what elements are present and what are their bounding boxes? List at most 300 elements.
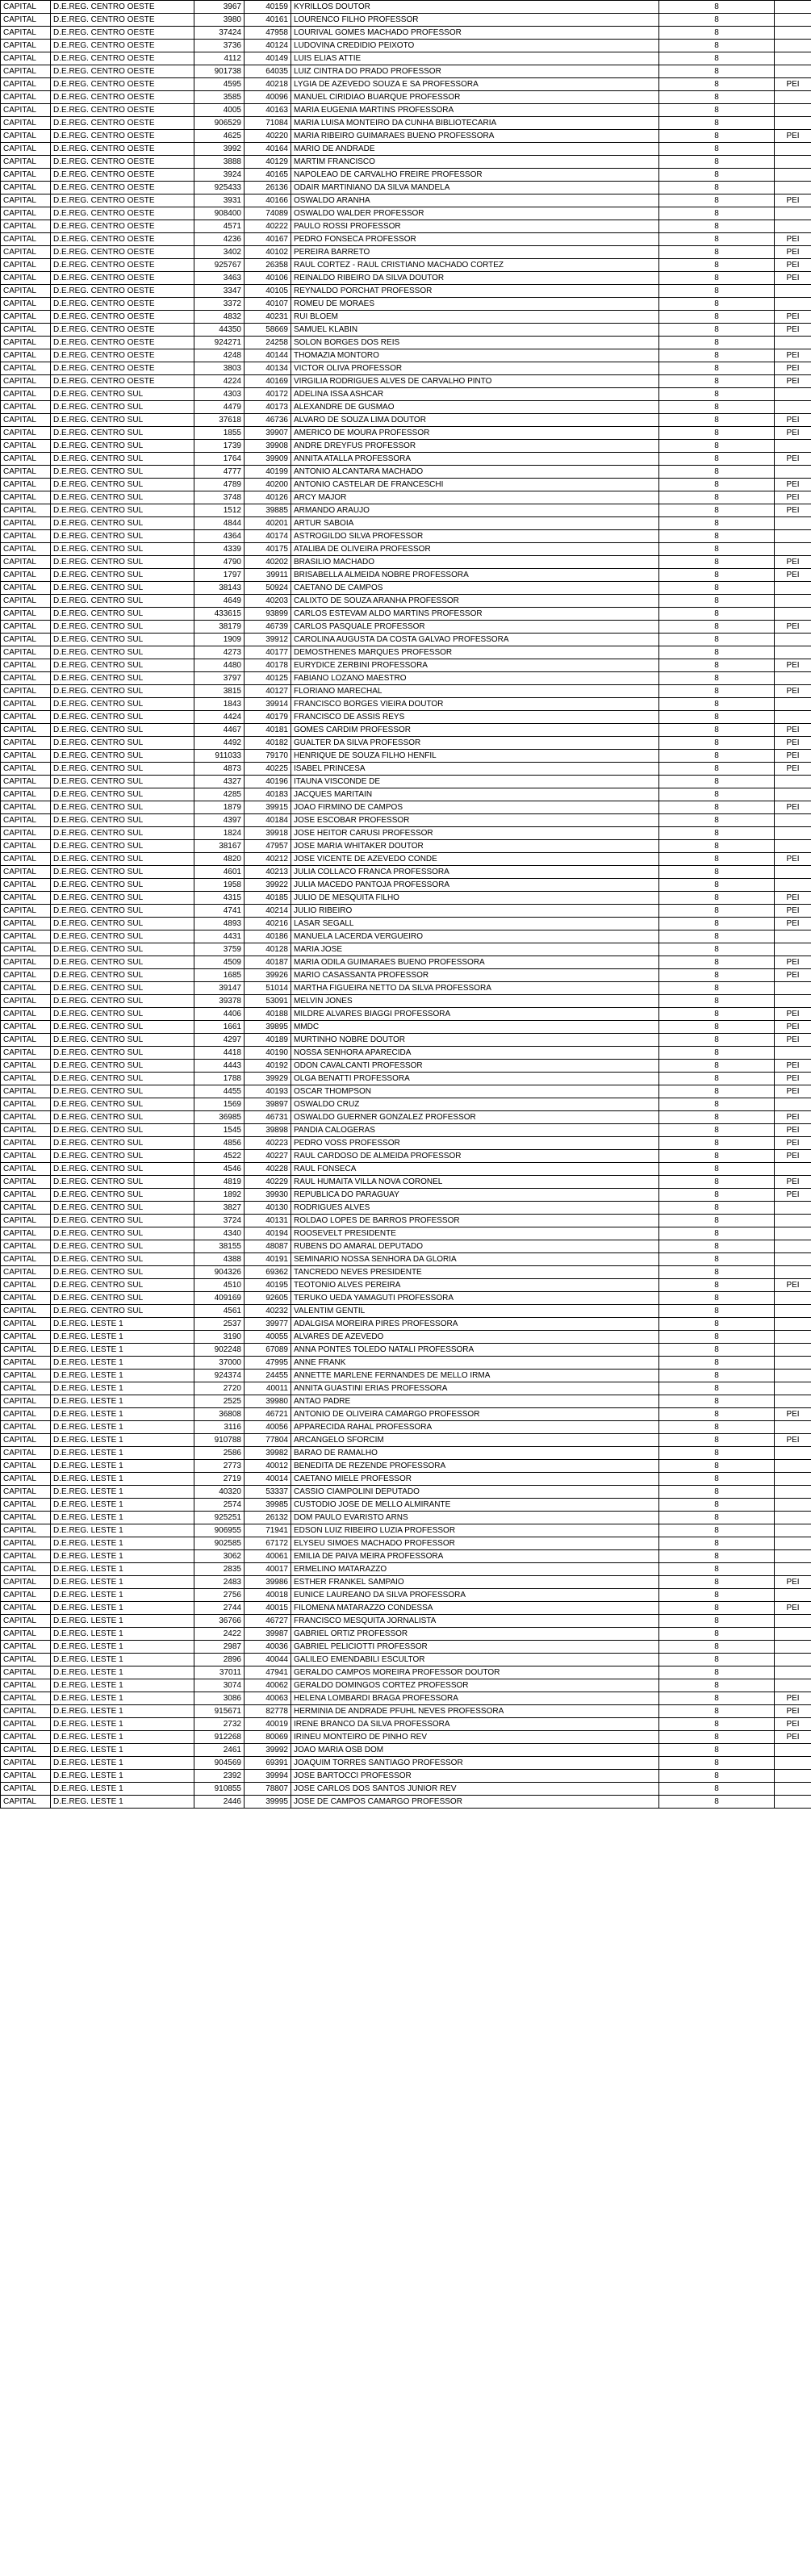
pei-cell: PEI xyxy=(775,1085,811,1098)
pei-cell xyxy=(775,1370,811,1382)
pei-cell xyxy=(775,14,811,27)
region-cell: CAPITAL xyxy=(1,78,51,91)
region-cell: CAPITAL xyxy=(1,892,51,905)
diretoria-cell: D.E.REG. CENTRO SUL xyxy=(51,646,194,659)
diretoria-cell: D.E.REG. CENTRO SUL xyxy=(51,930,194,943)
pei-cell: PEI xyxy=(775,969,811,982)
unit-code-cell: 39985 xyxy=(245,1499,291,1512)
region-cell: CAPITAL xyxy=(1,1434,51,1447)
school-code-cell: 3888 xyxy=(194,156,245,169)
grade-cell: 8 xyxy=(659,1318,775,1331)
unit-code-cell: 39897 xyxy=(245,1098,291,1111)
school-code-cell: 3980 xyxy=(194,14,245,27)
school-name-cell: CAETANO DE CAMPOS xyxy=(291,582,659,595)
unit-code-cell: 26358 xyxy=(245,259,291,272)
school-name-cell: ARCY MAJOR xyxy=(291,491,659,504)
pei-cell xyxy=(775,1550,811,1563)
grade-cell: 8 xyxy=(659,1060,775,1073)
table-row xyxy=(1,1512,811,1524)
pei-cell xyxy=(775,143,811,156)
unit-code-cell: 40192 xyxy=(245,1060,291,1073)
unit-code-cell: 40105 xyxy=(245,285,291,298)
school-name-cell: PEDRO VOSS PROFESSOR xyxy=(291,1137,659,1150)
school-code-cell: 2732 xyxy=(194,1718,245,1731)
grade-cell: 8 xyxy=(659,1163,775,1176)
school-name-cell: MARTHA FIGUEIRA NETTO DA SILVA PROFESSORA xyxy=(291,982,659,995)
region-cell: CAPITAL xyxy=(1,595,51,608)
pei-cell xyxy=(775,1421,811,1434)
school-code-cell: 44350 xyxy=(194,324,245,337)
diretoria-cell: D.E.REG. LESTE 1 xyxy=(51,1537,194,1550)
pei-cell: PEI xyxy=(775,1279,811,1292)
table-row xyxy=(1,1047,811,1060)
region-cell: CAPITAL xyxy=(1,65,51,78)
pei-cell xyxy=(775,1757,811,1770)
school-name-cell: RAUL HUMAITA VILLA NOVA CORONEL xyxy=(291,1176,659,1189)
unit-code-cell: 39929 xyxy=(245,1073,291,1085)
school-code-cell: 3463 xyxy=(194,272,245,285)
diretoria-cell: D.E.REG. LESTE 1 xyxy=(51,1641,194,1654)
region-cell: CAPITAL xyxy=(1,1654,51,1666)
school-name-cell: ADELINA ISSA ASHCAR xyxy=(291,388,659,401)
region-cell: CAPITAL xyxy=(1,1227,51,1240)
pei-cell: PEI xyxy=(775,349,811,362)
school-code-cell: 925251 xyxy=(194,1512,245,1524)
school-code-cell: 3924 xyxy=(194,169,245,182)
pei-cell xyxy=(775,1215,811,1227)
diretoria-cell: D.E.REG. LESTE 1 xyxy=(51,1318,194,1331)
region-cell: CAPITAL xyxy=(1,930,51,943)
diretoria-cell: D.E.REG. CENTRO OESTE xyxy=(51,156,194,169)
school-name-cell: LOURIVAL GOMES MACHADO PROFESSOR xyxy=(291,27,659,40)
school-code-cell: 39147 xyxy=(194,982,245,995)
unit-code-cell: 64035 xyxy=(245,65,291,78)
unit-code-cell: 67089 xyxy=(245,1344,291,1357)
unit-code-cell: 40181 xyxy=(245,724,291,737)
table-row xyxy=(1,285,811,298)
diretoria-cell: D.E.REG. CENTRO SUL xyxy=(51,776,194,788)
unit-code-cell: 39918 xyxy=(245,827,291,840)
pei-cell xyxy=(775,1615,811,1628)
region-cell: CAPITAL xyxy=(1,130,51,143)
school-code-cell: 3402 xyxy=(194,246,245,259)
region-cell: CAPITAL xyxy=(1,853,51,866)
diretoria-cell: D.E.REG. CENTRO SUL xyxy=(51,1266,194,1279)
table-row xyxy=(1,375,811,388)
unit-code-cell: 40044 xyxy=(245,1654,291,1666)
pei-cell xyxy=(775,827,811,840)
school-code-cell: 906529 xyxy=(194,117,245,130)
unit-code-cell: 40128 xyxy=(245,943,291,956)
table-row xyxy=(1,892,811,905)
pei-cell xyxy=(775,1473,811,1486)
table-row xyxy=(1,1757,811,1770)
grade-cell: 8 xyxy=(659,14,775,27)
region-cell: CAPITAL xyxy=(1,788,51,801)
school-code-cell: 924374 xyxy=(194,1370,245,1382)
region-cell: CAPITAL xyxy=(1,1692,51,1705)
pei-cell xyxy=(775,582,811,595)
region-cell: CAPITAL xyxy=(1,556,51,569)
unit-code-cell: 69362 xyxy=(245,1266,291,1279)
unit-code-cell: 39994 xyxy=(245,1770,291,1783)
unit-code-cell: 46727 xyxy=(245,1615,291,1628)
pei-cell xyxy=(775,1589,811,1602)
region-cell: CAPITAL xyxy=(1,1,51,14)
diretoria-cell: D.E.REG. CENTRO SUL xyxy=(51,634,194,646)
school-name-cell: JULIO DE MESQUITA FILHO xyxy=(291,892,659,905)
unit-code-cell: 40213 xyxy=(245,866,291,879)
table-row xyxy=(1,324,811,337)
diretoria-cell: D.E.REG. CENTRO SUL xyxy=(51,479,194,491)
region-cell: CAPITAL xyxy=(1,995,51,1008)
grade-cell: 8 xyxy=(659,337,775,349)
pei-cell xyxy=(775,117,811,130)
pei-cell xyxy=(775,943,811,956)
region-cell: CAPITAL xyxy=(1,517,51,530)
school-name-cell: GABRIEL PELICIOTTI PROFESSOR xyxy=(291,1641,659,1654)
pei-cell: PEI xyxy=(775,737,811,750)
diretoria-cell: D.E.REG. CENTRO OESTE xyxy=(51,91,194,104)
pei-cell: PEI xyxy=(775,324,811,337)
unit-code-cell: 39909 xyxy=(245,453,291,466)
diretoria-cell: D.E.REG. CENTRO SUL xyxy=(51,1163,194,1176)
region-cell: CAPITAL xyxy=(1,1240,51,1253)
region-cell: CAPITAL xyxy=(1,401,51,414)
region-cell: CAPITAL xyxy=(1,388,51,401)
school-name-cell: RAUL CORTEZ - RAUL CRISTIANO MACHADO CORTEZ xyxy=(291,259,659,272)
diretoria-cell: D.E.REG. CENTRO OESTE xyxy=(51,207,194,220)
table-row xyxy=(1,169,811,182)
diretoria-cell: D.E.REG. CENTRO SUL xyxy=(51,1176,194,1189)
diretoria-cell: D.E.REG. CENTRO SUL xyxy=(51,659,194,672)
school-name-cell: FRANCISCO BORGES VIEIRA DOUTOR xyxy=(291,698,659,711)
diretoria-cell: D.E.REG. LESTE 1 xyxy=(51,1486,194,1499)
region-cell: CAPITAL xyxy=(1,711,51,724)
grade-cell: 8 xyxy=(659,569,775,582)
diretoria-cell: D.E.REG. LESTE 1 xyxy=(51,1718,194,1731)
region-cell: CAPITAL xyxy=(1,1047,51,1060)
unit-code-cell: 40036 xyxy=(245,1641,291,1654)
diretoria-cell: D.E.REG. CENTRO OESTE xyxy=(51,14,194,27)
grade-cell: 8 xyxy=(659,1486,775,1499)
school-name-cell: LOURENCO FILHO PROFESSOR xyxy=(291,14,659,27)
school-code-cell: 1788 xyxy=(194,1073,245,1085)
region-cell: CAPITAL xyxy=(1,156,51,169)
table-row xyxy=(1,543,811,556)
region-cell: CAPITAL xyxy=(1,1021,51,1034)
pei-cell xyxy=(775,337,811,349)
pei-cell: PEI xyxy=(775,569,811,582)
grade-cell: 8 xyxy=(659,1783,775,1796)
school-name-cell: RUBENS DO AMARAL DEPUTADO xyxy=(291,1240,659,1253)
grade-cell: 8 xyxy=(659,194,775,207)
region-cell: CAPITAL xyxy=(1,91,51,104)
region-cell: CAPITAL xyxy=(1,698,51,711)
grade-cell: 8 xyxy=(659,78,775,91)
pei-cell xyxy=(775,220,811,233)
pei-cell: PEI xyxy=(775,1576,811,1589)
region-cell: CAPITAL xyxy=(1,1034,51,1047)
pei-cell: PEI xyxy=(775,853,811,866)
unit-code-cell: 40214 xyxy=(245,905,291,918)
pei-cell xyxy=(775,788,811,801)
table-row xyxy=(1,1215,811,1227)
unit-code-cell: 40062 xyxy=(245,1679,291,1692)
table-row xyxy=(1,311,811,324)
diretoria-cell: D.E.REG. CENTRO SUL xyxy=(51,711,194,724)
school-code-cell: 906955 xyxy=(194,1524,245,1537)
pei-cell: PEI xyxy=(775,130,811,143)
grade-cell: 8 xyxy=(659,1692,775,1705)
unit-code-cell: 40134 xyxy=(245,362,291,375)
grade-cell: 8 xyxy=(659,763,775,776)
region-cell: CAPITAL xyxy=(1,1473,51,1486)
school-code-cell: 4844 xyxy=(194,517,245,530)
grade-cell: 8 xyxy=(659,595,775,608)
table-row xyxy=(1,65,811,78)
school-name-cell: LUIZ CINTRA DO PRADO PROFESSOR xyxy=(291,65,659,78)
school-name-cell: ANTONIO CASTELAR DE FRANCESCHI xyxy=(291,479,659,491)
region-cell: CAPITAL xyxy=(1,1395,51,1408)
school-name-cell: PEREIRA BARRETO xyxy=(291,246,659,259)
school-code-cell: 2720 xyxy=(194,1382,245,1395)
school-code-cell: 2446 xyxy=(194,1796,245,1809)
grade-cell: 8 xyxy=(659,1073,775,1085)
school-name-cell: JOSE HEITOR CARUSI PROFESSOR xyxy=(291,827,659,840)
pei-cell: PEI xyxy=(775,1021,811,1034)
diretoria-cell: D.E.REG. CENTRO SUL xyxy=(51,1124,194,1137)
grade-cell: 8 xyxy=(659,621,775,634)
school-name-cell: PEDRO FONSECA PROFESSOR xyxy=(291,233,659,246)
region-cell: CAPITAL xyxy=(1,1576,51,1589)
school-name-cell: IRENE BRANCO DA SILVA PROFESSORA xyxy=(291,1718,659,1731)
pei-cell: PEI xyxy=(775,659,811,672)
grade-cell: 8 xyxy=(659,1641,775,1654)
diretoria-cell: D.E.REG. LESTE 1 xyxy=(51,1628,194,1641)
school-code-cell: 4224 xyxy=(194,375,245,388)
diretoria-cell: D.E.REG. CENTRO SUL xyxy=(51,1137,194,1150)
school-code-cell: 910855 xyxy=(194,1783,245,1796)
school-name-cell: LUDOVINA CREDIDIO PEIXOTO xyxy=(291,40,659,52)
diretoria-cell: D.E.REG. CENTRO SUL xyxy=(51,892,194,905)
pei-cell: PEI xyxy=(775,1731,811,1744)
table-row xyxy=(1,298,811,311)
pei-cell xyxy=(775,91,811,104)
unit-code-cell: 71941 xyxy=(245,1524,291,1537)
school-name-cell: MILDRE ALVARES BIAGGI PROFESSORA xyxy=(291,1008,659,1021)
school-code-cell: 39378 xyxy=(194,995,245,1008)
region-cell: CAPITAL xyxy=(1,349,51,362)
school-code-cell: 4406 xyxy=(194,1008,245,1021)
region-cell: CAPITAL xyxy=(1,143,51,156)
unit-code-cell: 24455 xyxy=(245,1370,291,1382)
pei-cell xyxy=(775,1395,811,1408)
table-row xyxy=(1,905,811,918)
unit-code-cell: 40193 xyxy=(245,1085,291,1098)
school-name-cell: TANCREDO NEVES PRESIDENTE xyxy=(291,1266,659,1279)
diretoria-cell: D.E.REG. CENTRO SUL xyxy=(51,918,194,930)
grade-cell: 8 xyxy=(659,1047,775,1060)
unit-code-cell: 79170 xyxy=(245,750,291,763)
unit-code-cell: 39895 xyxy=(245,1021,291,1034)
region-cell: CAPITAL xyxy=(1,1060,51,1073)
table-row xyxy=(1,1021,811,1034)
school-name-cell: OSWALDO WALDER PROFESSOR xyxy=(291,207,659,220)
grade-cell: 8 xyxy=(659,1137,775,1150)
grade-cell: 8 xyxy=(659,1305,775,1318)
school-name-cell: VALENTIM GENTIL xyxy=(291,1305,659,1318)
unit-code-cell: 40175 xyxy=(245,543,291,556)
school-code-cell: 910788 xyxy=(194,1434,245,1447)
grade-cell: 8 xyxy=(659,1473,775,1486)
table-row xyxy=(1,1331,811,1344)
diretoria-cell: D.E.REG. CENTRO SUL xyxy=(51,788,194,801)
pei-cell: PEI xyxy=(775,1692,811,1705)
school-code-cell: 37011 xyxy=(194,1666,245,1679)
pei-cell: PEI xyxy=(775,1034,811,1047)
region-cell: CAPITAL xyxy=(1,233,51,246)
school-code-cell: 902248 xyxy=(194,1344,245,1357)
pei-cell xyxy=(775,930,811,943)
grade-cell: 8 xyxy=(659,995,775,1008)
unit-code-cell: 39915 xyxy=(245,801,291,814)
pei-cell xyxy=(775,1292,811,1305)
unit-code-cell: 40163 xyxy=(245,104,291,117)
unit-code-cell: 40159 xyxy=(245,1,291,14)
school-code-cell: 4467 xyxy=(194,724,245,737)
school-name-cell: ELYSEU SIMOES MACHADO PROFESSOR xyxy=(291,1537,659,1550)
region-cell: CAPITAL xyxy=(1,1098,51,1111)
grade-cell: 8 xyxy=(659,853,775,866)
unit-code-cell: 40231 xyxy=(245,311,291,324)
diretoria-cell: D.E.REG. LESTE 1 xyxy=(51,1370,194,1382)
school-name-cell: HENRIQUE DE SOUZA FILHO HENFIL xyxy=(291,750,659,763)
table-row xyxy=(1,156,811,169)
school-code-cell: 38167 xyxy=(194,840,245,853)
region-cell: CAPITAL xyxy=(1,1124,51,1137)
region-cell: CAPITAL xyxy=(1,1370,51,1382)
region-cell: CAPITAL xyxy=(1,414,51,427)
grade-cell: 8 xyxy=(659,1292,775,1305)
region-cell: CAPITAL xyxy=(1,1202,51,1215)
pei-cell: PEI xyxy=(775,1718,811,1731)
school-code-cell: 2896 xyxy=(194,1654,245,1666)
unit-code-cell: 40169 xyxy=(245,375,291,388)
region-cell: CAPITAL xyxy=(1,1408,51,1421)
diretoria-cell: D.E.REG. CENTRO SUL xyxy=(51,401,194,414)
school-name-cell: MARIA LUISA MONTEIRO DA CUNHA BIBLIOTECARIA xyxy=(291,117,659,130)
region-cell: CAPITAL xyxy=(1,440,51,453)
school-name-cell: ANNETTE MARLENE FERNANDES DE MELLO IRMA xyxy=(291,1370,659,1382)
diretoria-cell: D.E.REG. CENTRO SUL xyxy=(51,414,194,427)
school-code-cell: 915671 xyxy=(194,1705,245,1718)
school-name-cell: ASTROGILDO SILVA PROFESSOR xyxy=(291,530,659,543)
region-cell: CAPITAL xyxy=(1,1421,51,1434)
pei-cell xyxy=(775,1357,811,1370)
table-row xyxy=(1,840,811,853)
unit-code-cell: 47995 xyxy=(245,1357,291,1370)
school-name-cell: JOAQUIM TORRES SANTIAGO PROFESSOR xyxy=(291,1757,659,1770)
table-row xyxy=(1,1563,811,1576)
school-code-cell: 904326 xyxy=(194,1266,245,1279)
table-row xyxy=(1,1240,811,1253)
region-cell: CAPITAL xyxy=(1,259,51,272)
grade-cell: 8 xyxy=(659,427,775,440)
school-name-cell: GALILEO EMENDABILI ESCULTOR xyxy=(291,1654,659,1666)
grade-cell: 8 xyxy=(659,349,775,362)
table-row xyxy=(1,491,811,504)
school-code-cell: 3062 xyxy=(194,1550,245,1563)
region-cell: CAPITAL xyxy=(1,1318,51,1331)
region-cell: CAPITAL xyxy=(1,40,51,52)
region-cell: CAPITAL xyxy=(1,1331,51,1344)
school-code-cell: 3585 xyxy=(194,91,245,104)
unit-code-cell: 40102 xyxy=(245,246,291,259)
region-cell: CAPITAL xyxy=(1,530,51,543)
diretoria-cell: D.E.REG. CENTRO SUL xyxy=(51,840,194,853)
diretoria-cell: D.E.REG. CENTRO SUL xyxy=(51,1073,194,1085)
unit-code-cell: 40188 xyxy=(245,1008,291,1021)
unit-code-cell: 40018 xyxy=(245,1589,291,1602)
table-row xyxy=(1,1666,811,1679)
pei-cell xyxy=(775,995,811,1008)
school-code-cell: 4832 xyxy=(194,311,245,324)
school-code-cell: 3827 xyxy=(194,1202,245,1215)
school-name-cell: DEMOSTHENES MARQUES PROFESSOR xyxy=(291,646,659,659)
table-row xyxy=(1,362,811,375)
grade-cell: 8 xyxy=(659,1344,775,1357)
unit-code-cell: 40186 xyxy=(245,930,291,943)
school-code-cell: 38143 xyxy=(194,582,245,595)
school-name-cell: EUNICE LAUREANO DA SILVA PROFESSORA xyxy=(291,1589,659,1602)
school-name-cell: ITAUNA VISCONDE DE xyxy=(291,776,659,788)
school-name-cell: ANTONIO DE OLIVEIRA CAMARGO PROFESSOR xyxy=(291,1408,659,1421)
table-row xyxy=(1,1,811,14)
school-name-cell: MARIA JOSE xyxy=(291,943,659,956)
pei-cell xyxy=(775,840,811,853)
school-name-cell: JOSE BARTOCCI PROFESSOR xyxy=(291,1770,659,1783)
table-row xyxy=(1,1370,811,1382)
school-name-cell: ADALGISA MOREIRA PIRES PROFESSORA xyxy=(291,1318,659,1331)
table-row xyxy=(1,1382,811,1395)
school-code-cell: 1512 xyxy=(194,504,245,517)
region-cell: CAPITAL xyxy=(1,1705,51,1718)
school-code-cell: 4285 xyxy=(194,788,245,801)
school-code-cell: 38155 xyxy=(194,1240,245,1253)
diretoria-cell: D.E.REG. LESTE 1 xyxy=(51,1666,194,1679)
grade-cell: 8 xyxy=(659,634,775,646)
table-row xyxy=(1,530,811,543)
region-cell: CAPITAL xyxy=(1,362,51,375)
diretoria-cell: D.E.REG. CENTRO SUL xyxy=(51,685,194,698)
table-row xyxy=(1,763,811,776)
school-name-cell: MARIO CASASSANTA PROFESSOR xyxy=(291,969,659,982)
school-name-cell: OSWALDO ARANHA xyxy=(291,194,659,207)
region-cell: CAPITAL xyxy=(1,659,51,672)
diretoria-cell: D.E.REG. CENTRO SUL xyxy=(51,543,194,556)
school-name-cell: SAMUEL KLABIN xyxy=(291,324,659,337)
region-cell: CAPITAL xyxy=(1,737,51,750)
pei-cell: PEI xyxy=(775,272,811,285)
grade-cell: 8 xyxy=(659,879,775,892)
grade-cell: 8 xyxy=(659,233,775,246)
pei-cell: PEI xyxy=(775,750,811,763)
diretoria-cell: D.E.REG. CENTRO SUL xyxy=(51,956,194,969)
unit-code-cell: 39995 xyxy=(245,1796,291,1809)
table-row xyxy=(1,1098,811,1111)
table-row xyxy=(1,1679,811,1692)
